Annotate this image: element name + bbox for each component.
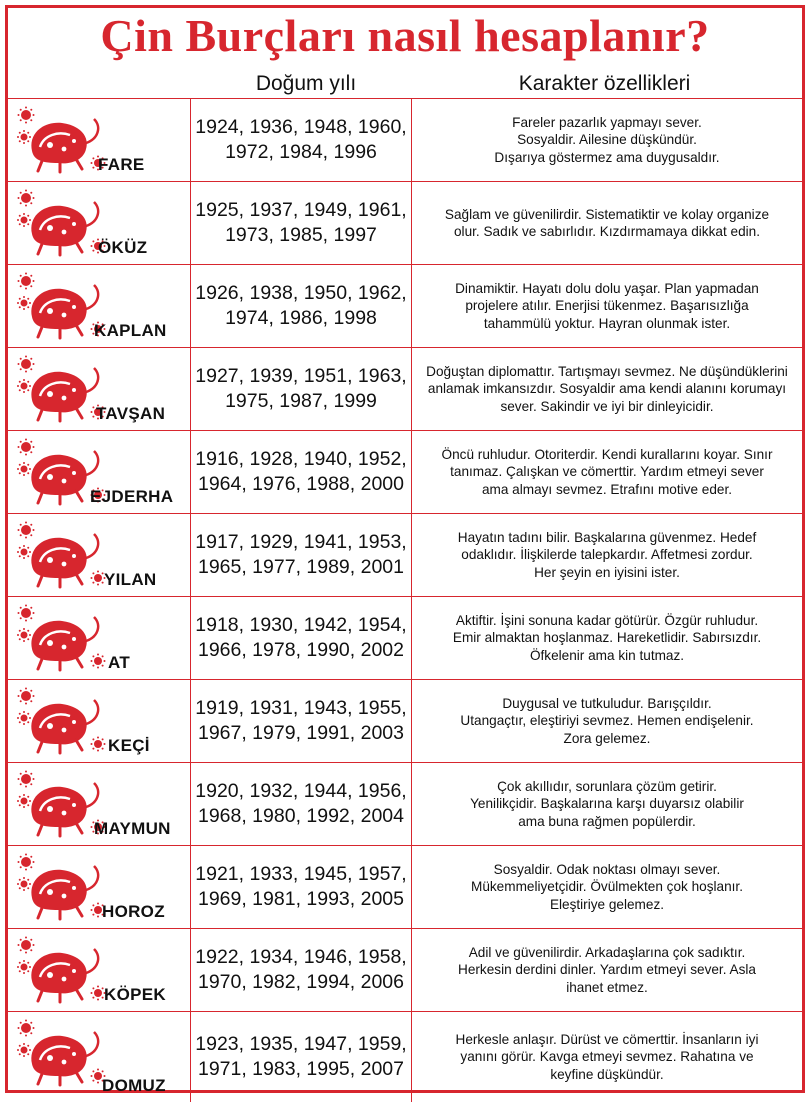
zodiac-row-köpek bbox=[8, 928, 802, 1011]
birth-years: 1921, 1933, 1945, 1957, 1969, 1981, 1993, 2005 bbox=[191, 846, 412, 928]
animal-name: MAYMUN bbox=[94, 819, 171, 838]
birth-years: 1924, 1936, 1948, 1960, 1972, 1984, 1996 bbox=[191, 99, 412, 181]
birth-years: 1927, 1939, 1951, 1963, 1975, 1987, 1999 bbox=[191, 348, 412, 430]
animal-name: HOROZ bbox=[102, 902, 165, 921]
animal-cell bbox=[8, 182, 191, 264]
animal-name: AT bbox=[108, 653, 130, 672]
animal-cell bbox=[8, 846, 191, 928]
animal-name: TAVŞAN bbox=[96, 404, 166, 423]
character-traits: Fareler pazarlık yapmayı sever. Sosyaldir. Ailesine düşkündür. Dışarıya göstermez ama duygusaldır. bbox=[494, 114, 720, 165]
animal-cell bbox=[8, 99, 191, 181]
animal-cell bbox=[8, 680, 191, 762]
character-traits: Öncü ruhludur. Otoriterdir. Kendi kurallarını koyar. Sınır tanımaz. Çalışkan ve cömerttir. Yardım etmeyi sever ama almayı sevmez. Etrafını motive eder. bbox=[441, 446, 773, 497]
character-traits: Doğuştan diplomattır. Tartışmayı sevmez. Ne düşündüklerini anlamak imkansızdır. Sosyaldir ama kendi alanını korumayı sever. Sakindir ve iyi bir dinleyicidir. bbox=[426, 363, 788, 414]
character-traits: Herkesle anlaşır. Dürüst ve cömerttir. İnsanların iyi yanını görür. Kavga etmeyi sevmez. Rahatına ve keyfine düşkündür. bbox=[455, 1031, 759, 1082]
animal-cell bbox=[8, 763, 191, 845]
zodiac-row-yilan bbox=[8, 513, 802, 596]
zodiac-row-maymun bbox=[8, 762, 802, 845]
character-traits: Aktiftir. İşini sonuna kadar götürür. Özgür ruhludur. Emir almaktan hoşlanmaz. Hareketlidir. Sabırsızdır. Öfkelenir ama kin tutmaz. bbox=[452, 612, 762, 663]
character-traits: Hayatın tadını bilir. Başkalarına güvenmez. Hedef odaklıdır. İlişkilerde talepkardır. Affetmesi zordur. Her şeyin en iyisini ister. bbox=[457, 529, 757, 580]
character-traits: Çok akıllıdır, sorunlara çözüm getirir. Yenilikçidir. Başkalarına karşı duyarsız olabilir ama buna rağmen popülerdir. bbox=[470, 778, 744, 829]
animal-cell bbox=[8, 1012, 191, 1102]
zodiac-row-at bbox=[8, 596, 802, 679]
birth-years: 1918, 1930, 1942, 1954, 1966, 1978, 1990, 2002 bbox=[191, 597, 412, 679]
zodiac-row-fare bbox=[8, 98, 802, 181]
animal-cell bbox=[8, 431, 191, 513]
animal-name: EJDERHA bbox=[90, 487, 174, 506]
zodiac-row-keçi̇ bbox=[8, 679, 802, 762]
traits-column-header: Karakter özellikleri bbox=[518, 72, 691, 95]
animal-cell bbox=[8, 265, 191, 347]
zodiac-row-öküz bbox=[8, 181, 802, 264]
birth-years: 1925, 1937, 1949, 1961, 1973, 1985, 1997 bbox=[191, 182, 412, 264]
birth-years: 1919, 1931, 1943, 1955, 1967, 1979, 1991, 2003 bbox=[191, 680, 412, 762]
birth-years: 1920, 1932, 1944, 1956, 1968, 1980, 1992, 2004 bbox=[191, 763, 412, 845]
birth-years: 1916, 1928, 1940, 1952, 1964, 1976, 1988, 2000 bbox=[191, 431, 412, 513]
animal-name: KEÇİ bbox=[108, 736, 150, 755]
animal-name: KAPLAN bbox=[94, 321, 167, 340]
zodiac-row-kaplan bbox=[8, 264, 802, 347]
zodiac-row-domuz bbox=[8, 1011, 802, 1102]
character-traits: Sosyaldir. Odak noktası olmayı sever. Mükemmeliyetçidir. Övülmekten çok hoşlanır. Eleştiriye gelemez. bbox=[471, 861, 743, 912]
animal-name: YILAN bbox=[104, 570, 157, 589]
years-column-header: Doğum yılı bbox=[255, 72, 357, 95]
page-title: Çin Burçları nasıl hesaplanır? bbox=[100, 10, 710, 61]
animal-cell bbox=[8, 929, 191, 1011]
character-traits: Sağlam ve güvenilirdir. Sistematiktir ve kolay organize olur. Sadık ve sabırlıdır. Kızdırmamaya dikkat edin. bbox=[444, 206, 770, 239]
animal-name: DOMUZ bbox=[102, 1076, 166, 1095]
character-traits: Duygusal ve tutkuludur. Barışçıldır. Utangaçtır, eleştiriyi sevmez. Hemen endişelenir. Zora gelemez. bbox=[460, 695, 754, 746]
animal-name: ÖKÜZ bbox=[98, 238, 148, 257]
animal-name: KÖPEK bbox=[104, 985, 166, 1004]
birth-years: 1922, 1934, 1946, 1958, 1970, 1982, 1994, 2006 bbox=[191, 929, 412, 1011]
zodiac-row-horoz bbox=[8, 845, 802, 928]
zodiac-row-ejderha bbox=[8, 430, 802, 513]
birth-years: 1917, 1929, 1941, 1953, 1965, 1977, 1989, 2001 bbox=[191, 514, 412, 596]
animal-cell bbox=[8, 514, 191, 596]
animal-name: FARE bbox=[98, 155, 145, 174]
zodiac-row-tavşan bbox=[8, 347, 802, 430]
birth-years: 1926, 1938, 1950, 1962, 1974, 1986, 1998 bbox=[191, 265, 412, 347]
character-traits: Adil ve güvenilirdir. Arkadaşlarına çok sadıktır. Herkesin derdini dinler. Yardım etmeyi sever. Asla ihanet etmez. bbox=[458, 944, 756, 995]
animal-cell bbox=[8, 597, 191, 679]
birth-years: 1923, 1935, 1947, 1959, 1971, 1983, 1995, 2007 bbox=[191, 1012, 412, 1102]
character-traits: Dinamiktir. Hayatı dolu dolu yaşar. Plan yapmadan projelere atılır. Enerjisi tükenmez. Başarısızlığa tahammülü yoktur. Hayran olunmak ister. bbox=[455, 280, 759, 331]
animal-cell bbox=[8, 348, 191, 430]
